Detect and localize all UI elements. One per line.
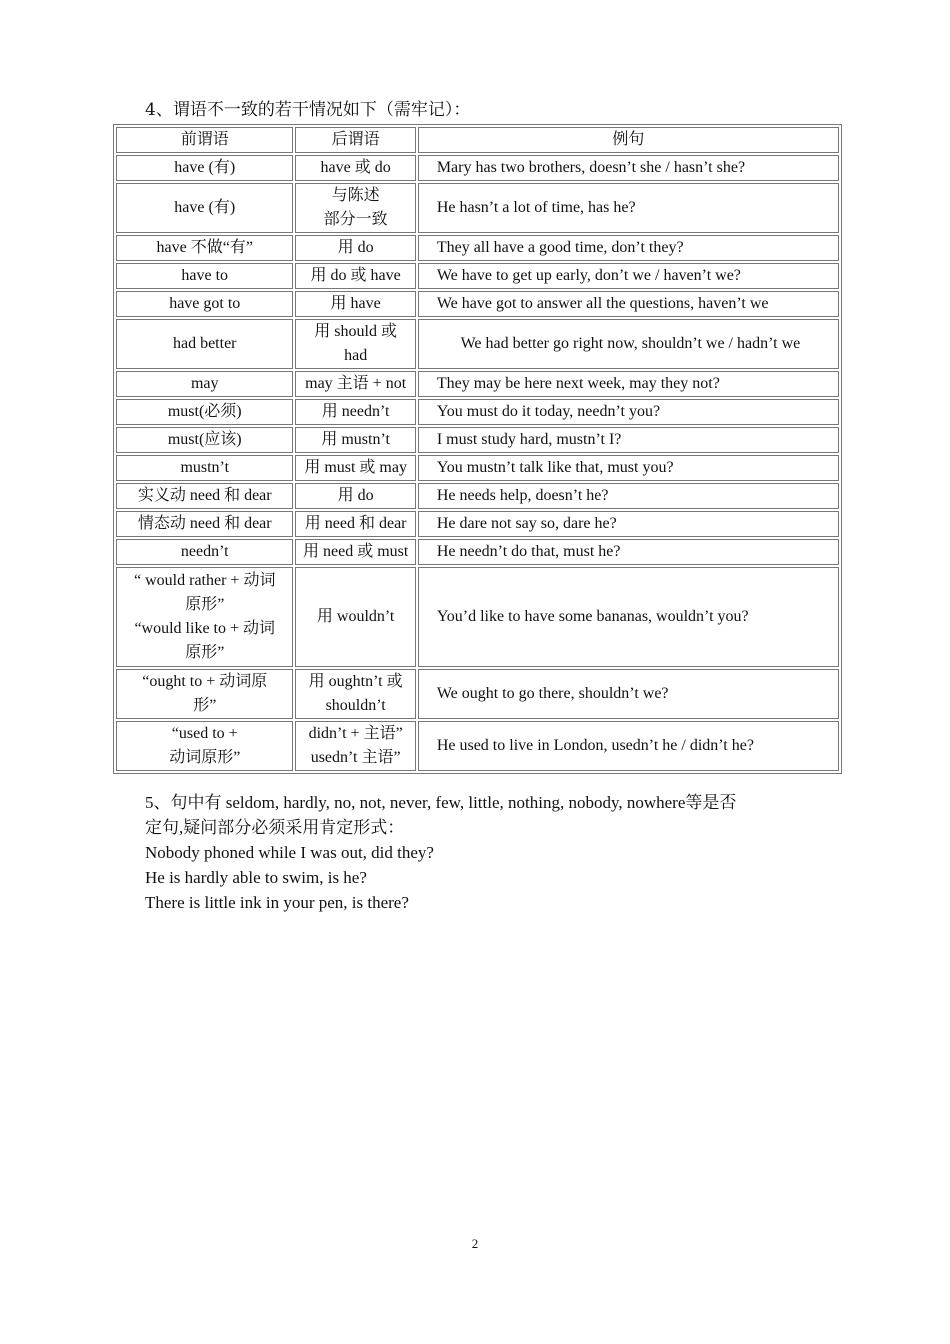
post-predicate-line: shouldn’t (325, 697, 386, 714)
table-row (116, 511, 839, 537)
pre-predicate-cell (116, 721, 293, 771)
post-predicate-cell: 用 wouldn’t (295, 567, 415, 667)
post-predicate-cell: 用 do 或 have (295, 263, 415, 289)
table-row (116, 291, 839, 317)
table-row (116, 669, 839, 719)
example-cell: He used to live in London, usedn’t he / didn’t he? (418, 721, 839, 771)
pre-predicate-cell (116, 669, 293, 719)
post-predicate-line: 部分一致 (323, 211, 388, 228)
example-cell: We had better go right now, shouldn’t we / hadn’t we (418, 319, 839, 369)
pre-predicate-cell: have to (116, 263, 293, 289)
table-row (116, 399, 839, 425)
example-cell: He dare not say so, dare he? (418, 511, 839, 537)
table-row (116, 371, 839, 397)
section-5-paragraph (145, 790, 825, 915)
pre-predicate-cell: needn’t (116, 539, 293, 565)
post-predicate-cell: 用 need 或 must (295, 539, 415, 565)
table-row (116, 721, 839, 771)
post-predicate-line: 用 should 或 (314, 323, 397, 340)
pre-predicate-cell: have 不做“有” (116, 235, 293, 261)
example-sentence: He is hardly able to swim, is he? (145, 868, 367, 887)
example-cell: They may be here next week, may they not? (418, 371, 839, 397)
header-example: 例句 (418, 127, 839, 153)
example-cell: Mary has two brothers, doesn’t she / hasn’t she? (418, 155, 839, 181)
pre-predicate-cell: mustn’t (116, 455, 293, 481)
pre-predicate-cell (116, 567, 293, 667)
pre-predicate-cell: must(应该) (116, 427, 293, 453)
header-pre-predicate: 前谓语 (116, 127, 293, 153)
example-cell: We have got to answer all the questions, haven’t we (418, 291, 839, 317)
table-row (116, 183, 839, 233)
page-number: 2 (471, 1236, 479, 1251)
table-row (116, 155, 839, 181)
tag-question-table (113, 124, 842, 774)
pre-predicate-cell: 情态动 need 和 dear (116, 511, 293, 537)
post-predicate-cell (295, 319, 415, 369)
example-sentence: There is little ink in your pen, is there? (145, 893, 409, 912)
example-cell: We ought to go there, shouldn’t we? (418, 669, 839, 719)
post-predicate-cell: may 主语 + not (295, 371, 415, 397)
header-post-predicate: 后谓语 (295, 127, 415, 153)
table-row (116, 539, 839, 565)
pre-predicate-cell: may (116, 371, 293, 397)
table-header-row (116, 127, 839, 153)
example-cell: He needn’t do that, must he? (418, 539, 839, 565)
pre-predicate-line: 原形” (185, 644, 225, 661)
table-row (116, 427, 839, 453)
post-predicate-cell: 用 do (295, 483, 415, 509)
table-row (116, 235, 839, 261)
pre-predicate-line: “would like to + 动词 (134, 620, 276, 637)
example-cell: He needs help, doesn’t he? (418, 483, 839, 509)
pre-predicate-cell: have (有) (116, 155, 293, 181)
post-predicate-cell (295, 721, 415, 771)
pre-predicate-cell: have got to (116, 291, 293, 317)
paragraph-line: 定句,疑问部分必须采用肯定形式： (145, 818, 405, 837)
post-predicate-cell: 用 do (295, 235, 415, 261)
pre-predicate-cell: have (有) (116, 183, 293, 233)
post-predicate-line: had (344, 347, 368, 364)
table-row (116, 455, 839, 481)
pre-predicate-line: “ would rather + 动词 (134, 572, 276, 589)
table-row (116, 319, 839, 369)
example-cell: We have to get up early, don’t we / haven’t we? (418, 263, 839, 289)
pre-predicate-cell: 实义动 need 和 dear (116, 483, 293, 509)
example-cell: He hasn’t a lot of time, has he? (418, 183, 839, 233)
pre-predicate-cell: had better (116, 319, 293, 369)
post-predicate-cell: 用 have (295, 291, 415, 317)
table-row (116, 483, 839, 509)
example-cell: You must do it today, needn’t you? (418, 399, 839, 425)
example-cell: I must study hard, mustn’t I? (418, 427, 839, 453)
pre-predicate-line: 原形” (185, 596, 225, 613)
post-predicate-cell: 用 must 或 may (295, 455, 415, 481)
pre-predicate-line: “used to + (171, 725, 238, 742)
pre-predicate-cell: must(必须) (116, 399, 293, 425)
post-predicate-line: didn’t + 主语” (308, 725, 403, 742)
post-predicate-cell: 用 mustn’t (295, 427, 415, 453)
section-4-heading: 4、谓语不一致的若干情况如下（需牢记）： (145, 100, 471, 120)
table-row (116, 263, 839, 289)
example-sentence: Nobody phoned while I was out, did they? (145, 843, 434, 862)
pre-predicate-line: “ought to + 动词原 (142, 673, 268, 690)
post-predicate-cell (295, 183, 415, 233)
post-predicate-cell: 用 need 和 dear (295, 511, 415, 537)
example-cell: You’d like to have some bananas, wouldn’t you? (418, 567, 839, 667)
example-cell: They all have a good time, don’t they? (418, 235, 839, 261)
table-row (116, 567, 839, 667)
post-predicate-line: usedn’t 主语” (310, 749, 401, 766)
example-cell: You mustn’t talk like that, must you? (418, 455, 839, 481)
post-predicate-line: 用 oughtn’t 或 (308, 673, 403, 690)
post-predicate-cell (295, 669, 415, 719)
post-predicate-line: 与陈述 (331, 187, 380, 204)
paragraph-line: 5、句中有 seldom, hardly, no, not, never, few, little, nothing, nobody, nowhere等是否 (145, 793, 737, 812)
pre-predicate-line: 动词原形” (169, 749, 241, 766)
post-predicate-cell: have 或 do (295, 155, 415, 181)
pre-predicate-line: 形” (193, 697, 217, 714)
post-predicate-cell: 用 needn’t (295, 399, 415, 425)
